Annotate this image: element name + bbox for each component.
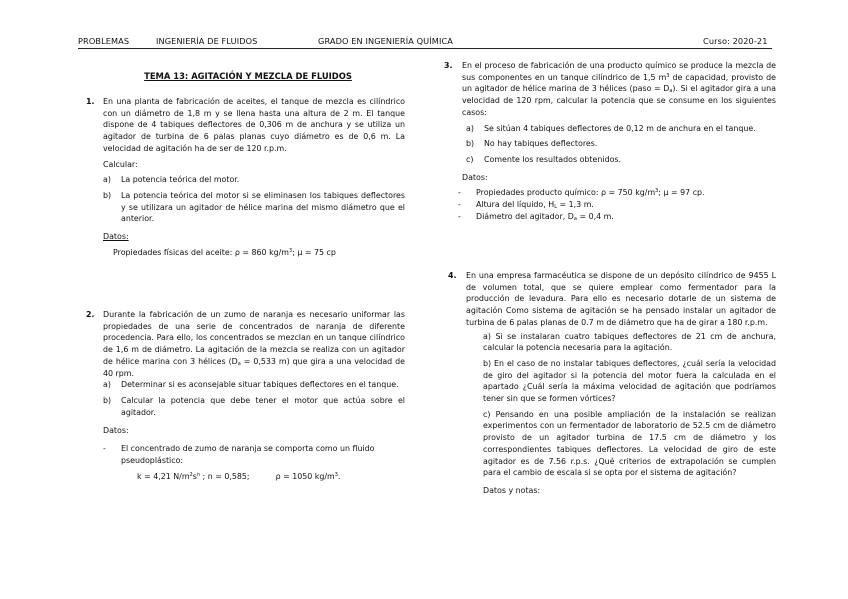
d1exp: 3 [655, 188, 659, 195]
problem-3-item-b [462, 138, 776, 150]
problem-2-formula [103, 471, 405, 483]
item-text: La potencia teórica del motor si se eliminasen los tabiques deflectores y se utilizara un agitador de hélice marina del mismo diámetro que el anterior. [121, 190, 405, 224]
problem-3-datos-item [458, 211, 776, 223]
header-subject: INGENIERÍA DE FLUIDOS [156, 36, 258, 46]
item-text: Comente los resultados obtenidos. [484, 154, 622, 164]
item-label: a) [103, 175, 111, 185]
problem-2-item-a [103, 379, 405, 391]
item-text: Se sitúan 4 tabiques deflectores de 0,12 m de anchura en el tanque. [484, 123, 756, 133]
f-end: . [337, 472, 341, 482]
d3b: = 0,4 m. [576, 211, 614, 221]
text-sub: a [669, 88, 673, 95]
f-s: s [192, 472, 197, 482]
problem-3-datos-item [458, 199, 776, 211]
d1a: Propiedades producto químico: ρ = 750 kg/m [476, 188, 656, 198]
dash: - [458, 200, 461, 210]
problem-2-item-b [103, 395, 405, 418]
problem-1-text: En una planta de fabricación de aceites, el tanque de mezcla es cilíndrico con un diámetro de 1,8 m y se llena hasta una altura de 2 m. El tanque dispone de 4 tabiques deflectores de 0,306 m de anchura y se utiliza un agitador de turbina de 6 palas planas cuyo diámetro es de 0,6 m. La velocidad de agitación ha de ser de 120 r.p.m. [103, 97, 405, 153]
item-label: b) [103, 395, 112, 405]
datos-text [476, 211, 614, 223]
datos-exp: 3 [289, 247, 293, 254]
f-n: ; n = 0,585; [200, 472, 250, 482]
problem-4-number: 4. [448, 271, 457, 280]
problem-2-datos-label: Datos: [103, 426, 129, 436]
item-text: La potencia teórica del motor. [121, 175, 240, 185]
f-k: k = 4,21 N/m [137, 472, 190, 482]
item-text: Calcular la potencia que debe tener el motor que actúa sobre el agitador. [121, 395, 405, 417]
page-title: TEMA 13: AGITACIÓN Y MEZCLA DE FLUIDOS [144, 71, 352, 81]
header-degree: GRADO EN INGENIERÍA QUÍMICA [318, 36, 453, 46]
datos-text [476, 199, 594, 211]
item-label: b) [466, 139, 475, 149]
problem-2-datos-item [103, 443, 405, 466]
datos-text: El concentrado de zumo de naranja se comporta como un fluido pseudoplástico: [121, 444, 375, 465]
item-label: b) [103, 190, 112, 200]
item-label: a) [103, 380, 111, 390]
text-part: de capacidad, provisto de un agitador de hélice marina de 3 hélices (paso = D [462, 72, 776, 94]
header-left: PROBLEMAS [78, 36, 130, 46]
problem-4-item-c: c) Pensando en una posible ampliación de la instalación se realizan experimentos con un fermentador de laboratorio de 52.5 cm de diámetro provisto de un agitador turbina de 17.5 cm de diámetro y los correspondientes tabiques deflectores. La velocidad de giro de este agitador es de 7.56 r.p.s. ¿Qué criterios de extrapolación se cumplen para el cambio de escala si se opta por el sistema de agitación? [483, 409, 776, 478]
problem-1-item-a [103, 174, 405, 186]
problem-2-number: 2. [86, 310, 95, 319]
dash: - [458, 188, 461, 198]
item-text: No hay tabiques deflectores. [484, 139, 598, 149]
f-exp: 3 [334, 472, 338, 479]
problem-1-datos-label: Datos: [103, 232, 129, 242]
d1b: ; μ = 97 cp. [658, 188, 705, 198]
d2b: = 1,3 m. [557, 200, 594, 210]
d3a: Diámetro del agitador, D [476, 211, 574, 221]
item-text: Determinar si es aconsejable situar tabiques deflectores en el tanque. [121, 380, 399, 390]
problem-3 [458, 60, 776, 222]
d2sub: L [554, 204, 558, 211]
problem-2 [103, 309, 405, 483]
text-part: ). Si el agitador gira a una velocidad de 120 rpm, calcular la potencia que se consume en los siguientes casos: [462, 84, 776, 117]
problem-4-text: En una empresa farmacéutica se dispone de un depósito cilíndrico de 9455 L de volumen total, que se quiere emplear como fermentador para la producción de levadura. Para ello es necesario dotarle de un sistema de agitación Como sistema de agitación se ha pensado instalar un agitador de turbina de 6 palas planas de 0.7 m de diámetro que ha de girar a 180 r.p.m. [466, 271, 776, 327]
datos-text: Propiedades físicas del aceite: ρ = 860 kg/m [113, 247, 289, 257]
f-exp: 2 [189, 472, 193, 479]
item-label: c) [466, 154, 474, 164]
text-part: = 0,533 m) que gira a una velocidad de 40 rpm. [103, 356, 406, 378]
header-rule [78, 48, 772, 49]
item-label: a) [466, 123, 474, 133]
problem-4-item-a: a) Si se instalaran cuatro tabiques deflectores de 21 cm de anchura, calcular la potencia necesaria para la agitación. [483, 331, 776, 353]
problem-2-text [103, 309, 405, 379]
problem-1-item-b [103, 190, 405, 225]
text-exp: 3 [666, 72, 670, 79]
problem-1-calc-label: Calcular: [103, 159, 138, 169]
f-exp: n [196, 472, 201, 479]
problem-4 [466, 270, 776, 497]
text-part: En el proceso de fabricación de una producto químico se produce la mezcla de sus componentes en un tanque cilíndrico de 1,5 m [462, 61, 776, 82]
f-rho: ρ = 1050 kg/m [275, 472, 335, 482]
problem-1 [103, 96, 405, 258]
problem-3-item-c [462, 154, 776, 166]
problem-3-datos-item [458, 187, 776, 199]
problem-1-datos [103, 247, 405, 259]
problem-4-datos: Datos y notas: [483, 485, 541, 495]
d3sub: a [573, 215, 577, 222]
dash: - [458, 211, 461, 221]
problem-4-item-b: b) En el caso de no instalar tabiques deflectores, ¿cuál sería la velocidad de giro del agitador si la potencia del motor fuera la calculada en el apartado ¿Cuál sería la máxima velocidad de agitación que podríamos tener sin que se formen vórtices? [483, 358, 776, 404]
problem-1-number: 1. [86, 97, 95, 106]
header-course: Curso: 2020-21 [703, 36, 768, 46]
problem-3-text [462, 60, 776, 119]
problem-3-item-a [462, 123, 776, 135]
dash: - [103, 444, 106, 454]
problem-3-number: 3. [444, 61, 453, 70]
datos-text [476, 187, 705, 199]
problem-3-datos-label: Datos: [462, 172, 488, 182]
text-part: Durante la fabricación de un zumo de naranja es necesario uniformar las propiedades de una serie de concentrados de naranja de diferente procedencia. Para ello, los concentrados se mezclan en un tanque cilíndrico de 1,6 m de diámetro. La agitación de la mezcla se realiza con un agitador de hélice marina con 3 hélices (D [103, 310, 405, 366]
text-sub: a [237, 360, 241, 367]
d2a: Altura del líquido, H [476, 200, 555, 210]
datos-end: ; μ = 75 cp [292, 247, 336, 257]
